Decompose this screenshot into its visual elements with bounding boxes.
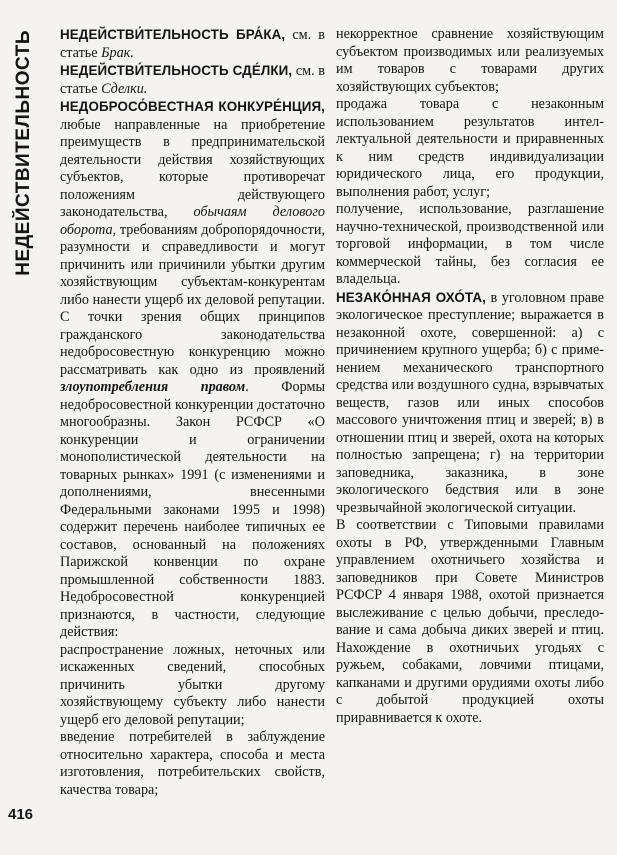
entry-deal-invalidity: НЕДЕЙСТВИ́ТЕЛЬНОСТЬ СДЕ́ЛКИ, см. в статье Сделки. (60, 63, 325, 97)
left-column (60, 26, 325, 826)
cross-reference: обычаям делового оборота (60, 204, 325, 238)
entry-unfair-competition: НЕДОБРОСО́ВЕСТНАЯ КОНКУРЕ́НЦИЯ, любые направленные на приобретение преимуществ в предпринимательской деятельности действия хозяйствующих субъектов, которые противоречат положениям действующего законодательства, обычаям делового оборота, требованиям добропорядочности, разумности и справедливости и могут причинить или причинили убытки другим хозяйствующим субъектам-конкурентам либо нанести ущерб их деловой репутации. С точки зрения общих принципов гражданского законодательства недобросовестную конкуренцию можно рассматривать как одно из проявлений злоупотребления правом. Формы недобросовестной конкуренции достаточно многообразны. Закон РСФСР «О конкуренции и ограничении монополистической деятельности на товарных рынках» 1991 (с изменениями и дополнениями, внесенными Федеральными законами 1995 и 1998) содержит перечень наиболее типичных ее составов, основанный на положениях Парижской конвенции по охране промышленной собственности 1883. Недобросовестной конкуренцией признаются, в частности, следующие действия: (60, 99, 325, 640)
list-item: продажа товара с незаконным использованием результатов интеллектуальной деятельности и приравненных к ним средств индивидуализации юридического лица, его продукции, выполнения работ, услуг; (336, 96, 604, 200)
entry-illegal-hunting: НЕЗАКО́ННАЯ ОХО́ТА, в уголовном праве экологическое преступление; выражается в незаконной охоте, совершенной: а) с причинением крупного ущерба; б) с применением механического транспортного средства или воздушного судна, взрывчатых веществ, газов или иных способов массового уничтожения птиц и зверей; в) в отношении птиц и зверей, охота на которых полностью запрещена; г) на территории заповедника, заказника, в зоне экологического бедствия или в зоне чрезвычайной экологической ситуации. (336, 289, 604, 516)
entry-marriage-invalidity: НЕДЕЙСТВИ́ТЕЛЬНОСТЬ БРА́КА, см. в статье Брак. (60, 27, 325, 61)
list-item: распространение ложных, неточных или искаженных сведений, способных причинить убытки другому хозяйствующему субъекту либо нанести ущерб его деловой репутации; (60, 641, 325, 728)
cross-reference: Брак. (101, 44, 134, 61)
list-item: некорректное сравнение хозяйствующим субъектом производимых или реализуемых им товаров с товарами других хозяйствующих субъектов; (336, 26, 604, 95)
cross-reference: Сделки. (101, 80, 148, 97)
entry-headword: НЕДЕЙСТВИ́ТЕЛЬНОСТЬ БРА́КА, (60, 27, 286, 42)
paragraph: В соответствии с Типовыми правилами охоты в РФ, утвержденными Главным управлением охотничьего хозяйства и заповедников при Совете Министров РСФСР 4 января 1988, охотой признается выслеживание с целью добычи, преследование и сама добыча диких зверей и птиц. Нахождение в охотничьих угодьях с ружьем, собаками, ловчими птицами, капканами и другими орудиями охоты либо с добытой продукцией охоты приравнивается к охоте. (336, 517, 604, 726)
entry-headword: НЕДОБРОСО́ВЕСТНАЯ КОНКУРЕ́НЦИЯ, (60, 99, 325, 114)
right-column (336, 26, 604, 826)
entry-headword: НЕЗАКО́ННАЯ ОХО́ТА, (336, 289, 486, 305)
entry-headword: НЕДЕЙСТВИ́ТЕЛЬНОСТЬ СДЕ́ЛКИ, (60, 63, 293, 78)
page-number: 416 (8, 806, 34, 823)
running-head (4, 30, 44, 330)
list-item: введение потребителей в заблуждение относительно характера, способа и места изготовления, потребительских свойств, качества товара; (60, 729, 325, 798)
cross-reference: злоупотребления правом (60, 379, 246, 395)
running-head-text: НЕДЕЙСТВИТЕЛЬНОСТЬ (13, 30, 34, 276)
list-item: получение, использование, разглашение научно-технической, производственной или торговой информации, в том числе коммерческой тайны, без согласия ее владельца. (336, 201, 604, 287)
